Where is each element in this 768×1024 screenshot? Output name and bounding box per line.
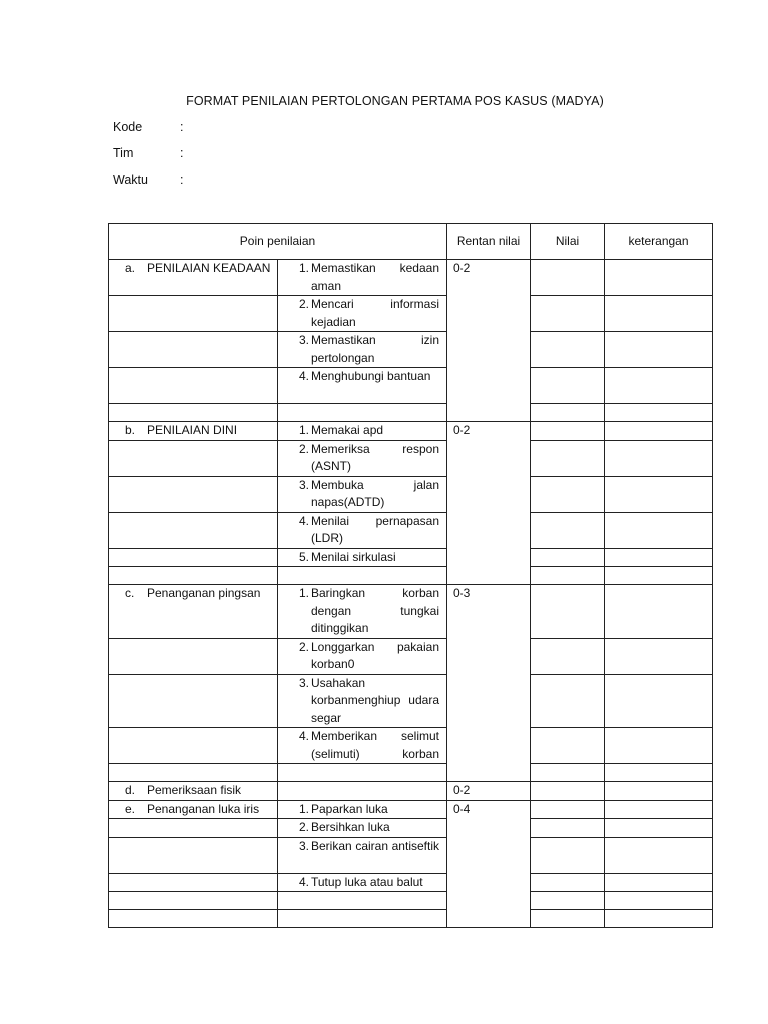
table-row: [109, 476, 713, 512]
header-row: [109, 224, 713, 260]
range-value: 0-2: [453, 423, 471, 437]
header-nilai: Nilai: [531, 224, 605, 260]
item-text: Usahakan korbanmenghiup udara segar: [311, 675, 439, 725]
header-keterangan: keterangan: [605, 224, 713, 260]
item-text: Paparkan luka: [311, 801, 388, 816]
section-name: PENILAIAN KEADAAN: [147, 261, 271, 275]
item-text: Memastikan izin pertolongan: [311, 333, 439, 365]
section-name-cell: [109, 800, 278, 819]
section-name-cell: [109, 638, 278, 674]
item-number: 3.: [298, 675, 309, 690]
item-cell: [278, 837, 447, 873]
table-row: [109, 548, 713, 567]
nilai-cell[interactable]: [531, 873, 605, 892]
item-number: 1.: [298, 586, 309, 600]
range-value: 0-4: [453, 801, 471, 816]
blank-row: [109, 892, 713, 910]
list-item: [278, 549, 446, 567]
table-row: [109, 512, 713, 548]
document-title: FORMAT PENILAIAN PERTOLONGAN PERTAMA POS KASUS (MADYA): [186, 94, 604, 108]
keterangan-cell[interactable]: [605, 674, 713, 728]
meta-colon: :: [180, 173, 184, 187]
nilai-cell[interactable]: [531, 837, 605, 873]
blank-cell: [278, 567, 447, 585]
item-cell: [278, 260, 447, 296]
section-name-cell: [109, 819, 278, 838]
blank-cell: [109, 910, 278, 928]
keterangan-cell[interactable]: [605, 638, 713, 674]
blank-cell: [278, 404, 447, 422]
keterangan-cell[interactable]: [605, 422, 713, 441]
nilai-cell[interactable]: [531, 512, 605, 548]
section-letter: b.: [125, 423, 136, 437]
item-cell: [278, 296, 447, 332]
table-row: [109, 422, 713, 441]
table-row: [109, 440, 713, 476]
nilai-cell[interactable]: [531, 764, 605, 782]
item-cell: [278, 440, 447, 476]
item-cell: [278, 638, 447, 674]
item-number: 4.: [298, 874, 309, 889]
blank-cell: [109, 764, 278, 782]
keterangan-cell[interactable]: [605, 368, 713, 404]
nilai-cell[interactable]: [531, 548, 605, 567]
nilai-cell[interactable]: [531, 782, 605, 801]
item-number: 3.: [298, 477, 309, 492]
meta-colon: :: [180, 146, 184, 160]
list-item: [278, 513, 446, 548]
item-number: 4.: [298, 369, 309, 383]
table-row: [109, 260, 713, 296]
item-number: 4.: [298, 513, 309, 528]
keterangan-cell[interactable]: [605, 764, 713, 782]
nilai-cell[interactable]: [531, 819, 605, 838]
item-text: Longgarkan pakaian korban0: [311, 639, 439, 671]
header-rentan: Rentan nilai: [447, 224, 531, 260]
item-text: Memastikan kedaan aman: [311, 261, 439, 293]
nilai-cell[interactable]: [531, 440, 605, 476]
item-cell: [278, 548, 447, 567]
table-row: [109, 873, 713, 892]
section-name-cell: [109, 548, 278, 567]
item-text: Memberikan selimut (selimuti) korban: [311, 729, 439, 761]
section-name: Penanganan luka iris: [147, 801, 260, 816]
item-text: Tutup luka atau balut: [311, 874, 423, 889]
item-number: 3.: [298, 838, 309, 853]
nilai-cell[interactable]: [531, 674, 605, 728]
range-cell: [447, 782, 531, 801]
list-item: [278, 296, 446, 331]
meta-colon: :: [180, 120, 184, 134]
item-number: 2.: [298, 639, 309, 654]
blank-row: [109, 567, 713, 585]
range-cell: [447, 585, 531, 782]
section-name-cell: [109, 422, 278, 441]
keterangan-cell[interactable]: [605, 476, 713, 512]
item-cell: [278, 476, 447, 512]
item-text: Mencari informasi kejadian: [311, 297, 439, 329]
blank-row: [109, 910, 713, 928]
item-text: Berikan cairan antiseftik: [311, 838, 439, 853]
section-name-cell: [109, 674, 278, 728]
list-item: [278, 675, 446, 728]
section-name-cell: [109, 332, 278, 368]
list-item: [278, 332, 446, 367]
nilai-cell[interactable]: [531, 476, 605, 512]
table-row: [109, 819, 713, 838]
nilai-cell[interactable]: [531, 422, 605, 441]
item-text: Membuka jalan napas(ADTD): [311, 477, 439, 509]
table-row: [109, 585, 713, 639]
nilai-cell[interactable]: [531, 404, 605, 422]
section-letter: c.: [125, 586, 135, 600]
section-letter: d.: [125, 783, 136, 797]
blank-cell: [109, 892, 278, 910]
meta-label: Kode: [113, 120, 143, 134]
section-name: Pemeriksaan fisik: [147, 783, 242, 797]
meta-kode: [113, 120, 183, 134]
range-cell: [447, 260, 531, 422]
item-number: 4.: [298, 729, 309, 743]
keterangan-cell[interactable]: [605, 892, 713, 910]
item-cell: [278, 782, 447, 801]
keterangan-cell[interactable]: [605, 585, 713, 639]
item-text: Menghubungi bantuan: [311, 369, 431, 383]
section-name: Penanganan pingsan: [147, 586, 261, 600]
nilai-cell[interactable]: [531, 260, 605, 296]
item-number: 3.: [298, 333, 309, 347]
keterangan-cell[interactable]: [605, 512, 713, 548]
section-name-cell: [109, 260, 278, 296]
item-text: Menilai sirkulasi: [311, 549, 396, 564]
section-name-cell: [109, 296, 278, 332]
meta-tim: [113, 146, 183, 160]
item-text: Baringkan korban dengan tungkai ditinggikan: [311, 586, 439, 635]
table-row: [109, 782, 713, 801]
item-cell: [278, 368, 447, 404]
item-number: 5.: [298, 549, 309, 564]
nilai-cell[interactable]: [531, 368, 605, 404]
blank-cell: [278, 764, 447, 782]
item-cell: [278, 585, 447, 639]
item-number: 1.: [298, 423, 309, 437]
section-name-cell: [109, 873, 278, 892]
section-name: PENILAIAN DINI: [147, 423, 238, 437]
keterangan-cell[interactable]: [605, 873, 713, 892]
list-item: [278, 874, 446, 892]
section-name-cell: [109, 476, 278, 512]
item-cell: [278, 873, 447, 892]
section-name-cell: [109, 837, 278, 873]
meta-label: Waktu: [113, 173, 148, 187]
keterangan-cell[interactable]: [605, 332, 713, 368]
nilai-cell[interactable]: [531, 892, 605, 910]
nilai-cell[interactable]: [531, 638, 605, 674]
item-number: 1.: [298, 801, 309, 816]
item-number: 2.: [298, 820, 309, 834]
keterangan-cell[interactable]: [605, 260, 713, 296]
keterangan-cell[interactable]: [605, 819, 713, 838]
item-number: 1.: [298, 261, 309, 275]
blank-cell: [109, 404, 278, 422]
item-text: Menilai pernapasan (LDR): [311, 513, 439, 545]
list-item: [278, 422, 446, 440]
table-row: [109, 368, 713, 404]
section-letter: a.: [125, 261, 136, 275]
header-poin: Poin penilaian: [109, 224, 447, 260]
blank-cell: [278, 910, 447, 928]
table-row: [109, 674, 713, 728]
meta-waktu: [113, 173, 183, 187]
nilai-cell[interactable]: [531, 800, 605, 819]
keterangan-cell[interactable]: [605, 404, 713, 422]
keterangan-cell[interactable]: [605, 910, 713, 928]
table-row: [109, 728, 713, 764]
section-letter: e.: [125, 801, 136, 816]
assessment-table: [108, 223, 713, 928]
item-number: 2.: [298, 441, 309, 456]
keterangan-cell[interactable]: [605, 548, 713, 567]
nilai-cell[interactable]: [531, 728, 605, 764]
blank-row: [109, 764, 713, 782]
item-text: Memakai apd: [311, 423, 384, 437]
table-body: [109, 260, 713, 928]
range-cell: [447, 422, 531, 585]
section-name-cell: [109, 585, 278, 639]
table-row: [109, 638, 713, 674]
blank-cell: [278, 892, 447, 910]
list-item: [278, 801, 446, 819]
table-row: [109, 800, 713, 819]
section-name-cell: [109, 512, 278, 548]
item-cell: [278, 674, 447, 728]
table-row: [109, 332, 713, 368]
item-text: Memeriksa respon (ASNT): [311, 441, 439, 473]
list-item: [278, 441, 446, 476]
table-row: [109, 296, 713, 332]
table-row: [109, 837, 713, 873]
section-name-cell: [109, 440, 278, 476]
keterangan-cell[interactable]: [605, 800, 713, 819]
section-name-cell: [109, 782, 278, 801]
item-cell: [278, 728, 447, 764]
meta-label: Tim: [113, 146, 134, 160]
keterangan-cell[interactable]: [605, 296, 713, 332]
section-name-cell: [109, 368, 278, 404]
item-cell: [278, 800, 447, 819]
list-item: [278, 477, 446, 512]
item-text: Bersihkan luka: [311, 820, 390, 834]
list-item: [278, 728, 446, 763]
nilai-cell[interactable]: [531, 585, 605, 639]
range-cell: [447, 800, 531, 928]
keterangan-cell[interactable]: [605, 728, 713, 764]
item-cell: [278, 422, 447, 441]
list-item: [278, 639, 446, 674]
item-cell: [278, 332, 447, 368]
item-cell: [278, 512, 447, 548]
keterangan-cell[interactable]: [605, 440, 713, 476]
list-item: [278, 260, 446, 295]
list-item: [278, 585, 446, 638]
nilai-cell[interactable]: [531, 910, 605, 928]
item-cell: [278, 819, 447, 838]
range-value: 0-3: [453, 586, 471, 600]
blank-row: [109, 404, 713, 422]
nilai-cell[interactable]: [531, 332, 605, 368]
list-item: [278, 838, 446, 856]
section-name-cell: [109, 728, 278, 764]
nilai-cell[interactable]: [531, 296, 605, 332]
list-item: [278, 368, 446, 386]
blank-cell: [109, 567, 278, 585]
nilai-cell[interactable]: [531, 567, 605, 585]
item-number: 2.: [298, 297, 309, 311]
keterangan-cell[interactable]: [605, 837, 713, 873]
keterangan-cell[interactable]: [605, 782, 713, 801]
keterangan-cell[interactable]: [605, 567, 713, 585]
list-item: [278, 819, 446, 837]
range-value: 0-2: [453, 783, 471, 797]
range-value: 0-2: [453, 261, 471, 275]
